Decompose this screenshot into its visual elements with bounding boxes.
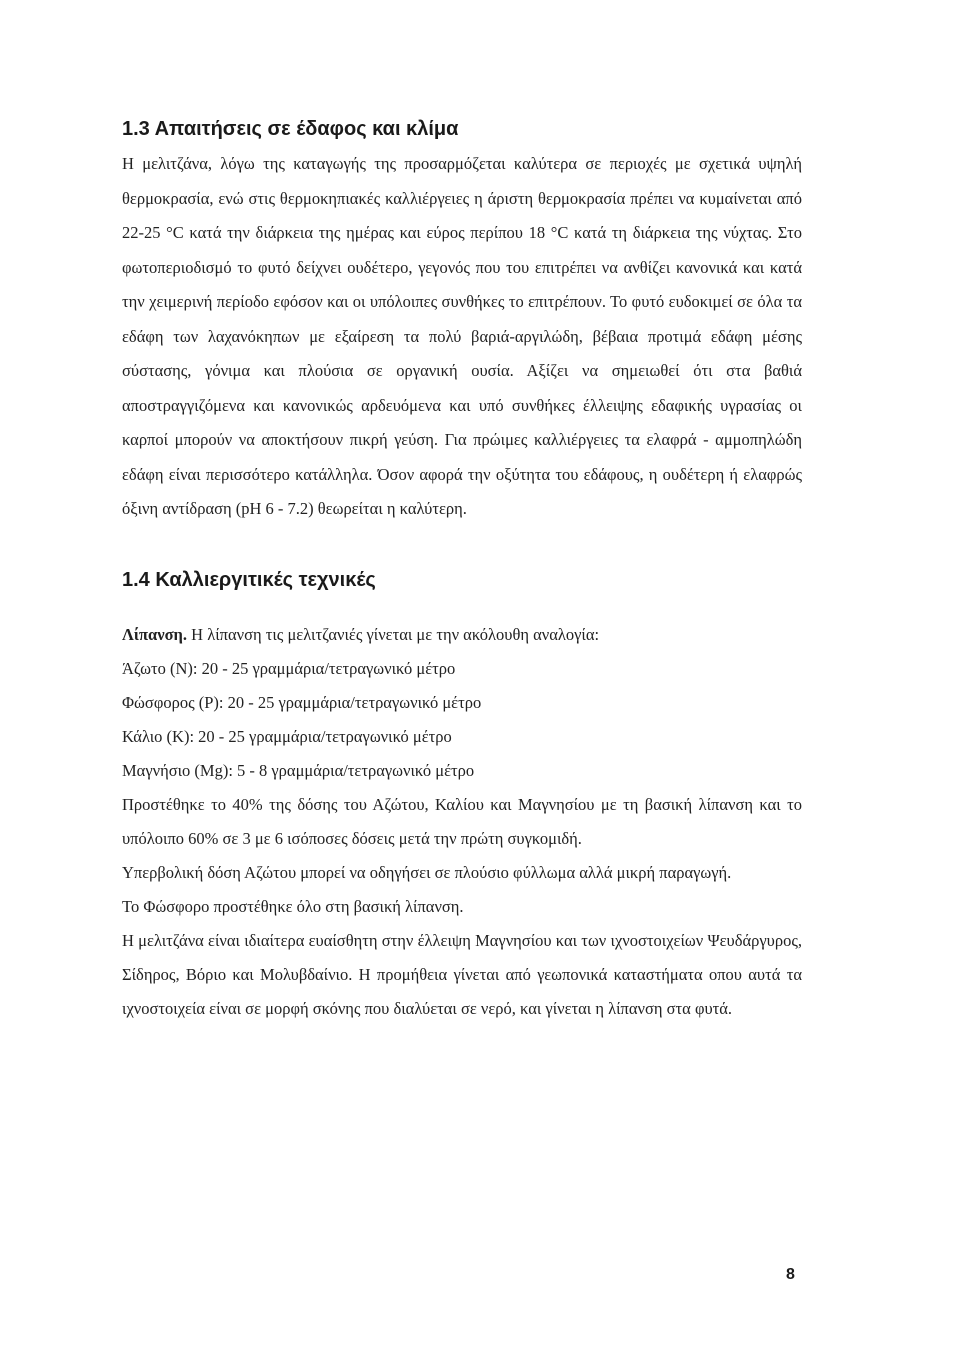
- fertilization-paragraph-1: Προστέθηκε το 40% της δόσης του Αζώτου, Καλίου και Μαγνησίου με τη βασική λίπανση και το υπόλοιπο 60% σε 3 με 6 ισόποσες δόσεις μετά την πρώτη συγκομιδή.: [122, 794, 802, 848]
- nutrient-potassium: Κάλιο (K): 20 - 25 γραμμάρια/τετραγωνικό μέτρο: [122, 726, 452, 746]
- fertilization-paragraph-2: Υπερβολική δόση Αζώτου μπορεί να οδηγήσει σε πλούσιο φύλλωμα αλλά μικρή παραγωγή.: [122, 862, 732, 882]
- page-content: [122, 118, 802, 1026]
- page-number: 8: [786, 1266, 795, 1283]
- fertilization-intro: [122, 618, 802, 652]
- soil-climate-paragraph: Η μελιτζάνα, λόγω της καταγωγής της προσαρμόζεται καλύτερα σε περιοχές με σχετικά υψηλή θερμοκρασία, ενώ στις θερμοκηπιακές καλλιέργειες η άριστη θερμοκρασία πρέπει να κυμαίνεται από 22-25 °C κατά την διάρκεια της ημέρας και εύρος περίπου 18 °C κατά τη διάρκεια της νύχτας. Στο φωτοπεριοδισμό το φυτό δείχνει ουδέτερο, γεγονός που του επιτρέπει να ανθίζει κανονικά και κατά την χειμερινή περίοδο εφόσον και οι υπόλοιπες συνθήκες το επιτρέπουν. Το φυτό ευδοκιμεί σε όλα τα εδάφη των λαχανόκηπων με εξαίρεση τα πολύ βαριά-αργιλώδη, βέβαια προτιμά εδάφη μέσης σύστασης, γόνιμα και πλούσια σε οργανική ουσία. Αξίζει να σημειωθεί ότι στα βαθιά αποστραγγιζόμενα και κανονικώς αρδευόμενα και υπό συνθήκες έλλειψης εδαφικής υγρασίας οι καρποί μπορούν να αποκτήσουν πικρή γεύση. Για πρώιμες καλλιέργειες τα ελαφρά - αμμοπηλώδη εδάφη είναι περισσότερο κατάλληλα. Όσον αφορά την οξύτητα του εδάφους, η ουδέτερη ή ελαφρώς όξινη αντίδραση (pH 6 - 7.2) θεωρείται η καλύτερη.: [122, 154, 802, 518]
- nutrient-nitrogen: Άζωτο (N): 20 - 25 γραμμάρια/τετραγωνικό μέτρο: [122, 658, 456, 678]
- fertilization-paragraph-4: Η μελιτζάνα είναι ιδιαίτερα ευαίσθητη στην έλλειψη Μαγνησίου και των ιχνοστοιχείων Ψευδάργυρος, Σίδηρος, Βόριο και Μολυβδαίνιο. Η προμήθεια γίνεται από γεωπονικά καταστήματα οπου αυτά τα ιχνοστοιχεία είναι σε μορφή σκόνης που διαλύεται σε νερό, και γίνεται η λίπανση στα φυτά.: [122, 930, 802, 1018]
- nutrient-phosphorus: Φώσφορος (P): 20 - 25 γραμμάρια/τετραγωνικό μέτρο: [122, 692, 482, 712]
- fertilization-intro-text: Η λίπανση τις μελιτζανιές γίνεται με την ακόλουθη αναλογία:: [187, 624, 600, 644]
- nutrient-magnesium: Μαγνήσιο (Mg): 5 - 8 γραμμάρια/τετραγωνικό μέτρο: [122, 760, 475, 780]
- fertilization-paragraph-3: Το Φώσφορο προστέθηκε όλο στη βασική λίπανση.: [122, 896, 464, 916]
- fertilization-label: Λίπανση.: [122, 624, 188, 644]
- section-heading-soil-climate: 1.3 Απαιτήσεις σε έδαφος και κλίμα: [122, 118, 459, 140]
- section-heading-cultivation-techniques: 1.4 Καλλιεργιτικές τεχνικές: [122, 568, 376, 591]
